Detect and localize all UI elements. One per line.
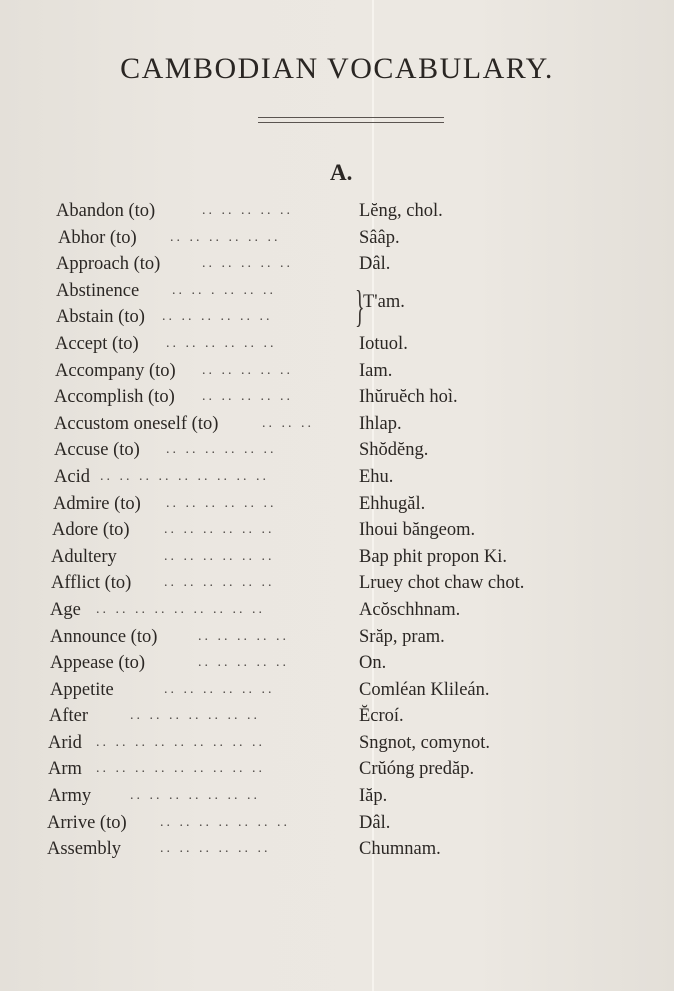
- entry-translation: Ihoui băngeom.: [359, 520, 476, 541]
- entry-translation: Ihlap.: [359, 413, 402, 434]
- entry-term: Admire (to): [53, 493, 141, 514]
- entry-term: Accept (to): [55, 333, 139, 354]
- entry-term: Announce (to): [50, 626, 158, 647]
- vocabulary-entry: [0, 464, 674, 491]
- entry-term: Abhor (to): [58, 227, 137, 248]
- vocabulary-entry: [0, 331, 674, 358]
- dot-leader: .. .. .. .. .. ..: [160, 841, 271, 857]
- vocabulary-entry: [0, 437, 674, 464]
- entry-term: Approach (to): [56, 254, 161, 275]
- vocabulary-entry: [0, 198, 674, 225]
- dot-leader: .. .. .. .. .. ..: [166, 442, 277, 458]
- entry-translation: Srăp, pram.: [359, 626, 445, 647]
- vocabulary-entry: [0, 491, 674, 518]
- dot-leader: .. .. .. .. .. .. .. .. ..: [96, 761, 265, 777]
- vocabulary-entry: [0, 517, 674, 544]
- vocabulary-entry: [0, 810, 674, 837]
- dot-leader: .. .. .. .. ..: [202, 389, 293, 405]
- entry-term: Appetite: [50, 679, 114, 700]
- dot-leader: .. .. . .. .. ..: [172, 282, 276, 298]
- entry-term: Adore (to): [52, 520, 130, 541]
- dot-leader: .. .. .. .. .. ..: [162, 309, 273, 325]
- entry-term: Accuse (to): [54, 440, 140, 461]
- entry-term: Arm: [48, 759, 82, 780]
- entry-term: Accompany (to): [55, 360, 176, 381]
- title-double-rule: [258, 117, 444, 123]
- vocabulary-entry: [0, 650, 674, 677]
- dot-leader: .. .. .. .. .. .. ..: [130, 708, 260, 724]
- dot-leader: .. .. .. .. .. .. ..: [130, 788, 260, 804]
- entry-translation: Bap phit propon Ki.: [359, 546, 507, 567]
- vocabulary-entry: [0, 304, 674, 331]
- entry-translation: Crŭóng predăp.: [359, 759, 475, 780]
- entry-term: Arid: [48, 732, 82, 753]
- vocabulary-entry: [0, 624, 674, 651]
- entry-term: Accomplish (to): [54, 387, 175, 408]
- entry-translation: Dâl.: [359, 254, 391, 275]
- vocabulary-entry: [0, 411, 674, 438]
- dot-leader: .. .. .. .. .. ..: [164, 548, 275, 564]
- dot-leader: .. .. .. .. .. .. ..: [160, 814, 290, 830]
- dot-leader: .. .. .. .. ..: [202, 203, 293, 218]
- dot-leader: .. .. .. .. ..: [198, 655, 289, 671]
- dot-leader: .. .. .. .. .. ..: [166, 495, 277, 511]
- vocabulary-entry: [0, 358, 674, 385]
- section-letter: A.: [330, 160, 353, 185]
- entry-term: Assembly: [47, 839, 121, 860]
- entry-translation: Comléan Klileán.: [359, 679, 490, 700]
- dot-leader: .. .. ..: [262, 415, 314, 431]
- vocabulary-entry: [0, 570, 674, 597]
- entry-term: Appease (to): [50, 653, 146, 674]
- brace-translation: T'am.: [363, 292, 405, 312]
- page-title: CAMBODIAN VOCABULARY.: [120, 52, 554, 85]
- entry-term: Abandon (to): [56, 201, 156, 221]
- vocabulary-entry: [0, 730, 674, 757]
- dot-leader: .. .. .. .. ..: [198, 628, 289, 644]
- entry-translation: Chumnam.: [359, 839, 441, 860]
- vocabulary-entry: [0, 783, 674, 810]
- dot-leader: .. .. .. .. ..: [202, 362, 293, 378]
- vocabulary-entry: [0, 836, 674, 863]
- entry-translation: On.: [359, 653, 387, 674]
- entry-term: Arrive (to): [47, 812, 127, 833]
- vocabulary-entry: [0, 703, 674, 730]
- vocabulary-entry: [0, 251, 674, 278]
- entry-term: Adultery: [51, 546, 117, 567]
- entry-translation: Sââp.: [359, 227, 400, 248]
- entry-term: Abstinence: [56, 280, 140, 301]
- entry-translation: Ĕcroí.: [359, 706, 404, 727]
- entry-translation: Sngnot, comynot.: [359, 732, 491, 753]
- entry-translation: Acŏschhnam.: [359, 599, 461, 620]
- dot-leader: .. .. .. .. .. .. .. .. ..: [96, 601, 265, 617]
- entry-translation: Lĕng, chol.: [359, 201, 443, 221]
- entry-translation: Shŏdĕng.: [359, 440, 429, 461]
- entry-translation: Dâl.: [359, 812, 391, 833]
- dot-leader: .. .. .. .. .. ..: [170, 229, 281, 245]
- entry-translation: Ehu.: [359, 466, 394, 487]
- entry-translation: Iăp.: [359, 786, 388, 807]
- brace-bracket: }: [355, 282, 365, 331]
- vocabulary-entry: [0, 225, 674, 252]
- dot-leader: .. .. .. .. ..: [202, 256, 293, 272]
- entry-term: Army: [48, 786, 92, 807]
- dot-leader: .. .. .. .. .. ..: [164, 575, 275, 591]
- entry-translation: Ehhugăl.: [359, 493, 426, 514]
- dot-leader: .. .. .. .. .. ..: [166, 335, 277, 351]
- dot-leader: .. .. .. .. .. .. .. .. ..: [96, 734, 265, 750]
- entry-translation: Iotuol.: [359, 333, 408, 354]
- entry-translation: Ihŭruĕch hoì.: [359, 387, 458, 408]
- entry-term: Abstain (to): [56, 307, 145, 328]
- vocabulary-entry: [0, 677, 674, 704]
- vocabulary-entry: [0, 384, 674, 411]
- dot-leader: .. .. .. .. .. ..: [164, 681, 275, 697]
- vocabulary-entry: [0, 278, 674, 305]
- entry-term: Afflict (to): [51, 573, 132, 594]
- vocabulary-entry: [0, 597, 674, 624]
- vocabulary-entry: [0, 544, 674, 571]
- vocabulary-entry: [0, 756, 674, 783]
- entry-term: Accustom oneself (to): [54, 413, 219, 434]
- vocabulary-list: [0, 198, 674, 863]
- entry-translation: Iam.: [359, 360, 393, 381]
- entry-term: Age: [50, 599, 81, 620]
- entry-term: Acid: [54, 466, 90, 487]
- entry-term: After: [49, 706, 89, 727]
- dot-leader: .. .. .. .. .. .. .. .. ..: [100, 468, 269, 484]
- dot-leader: .. .. .. .. .. ..: [164, 522, 275, 538]
- entry-translation: Lruey chot chaw chot.: [359, 573, 525, 594]
